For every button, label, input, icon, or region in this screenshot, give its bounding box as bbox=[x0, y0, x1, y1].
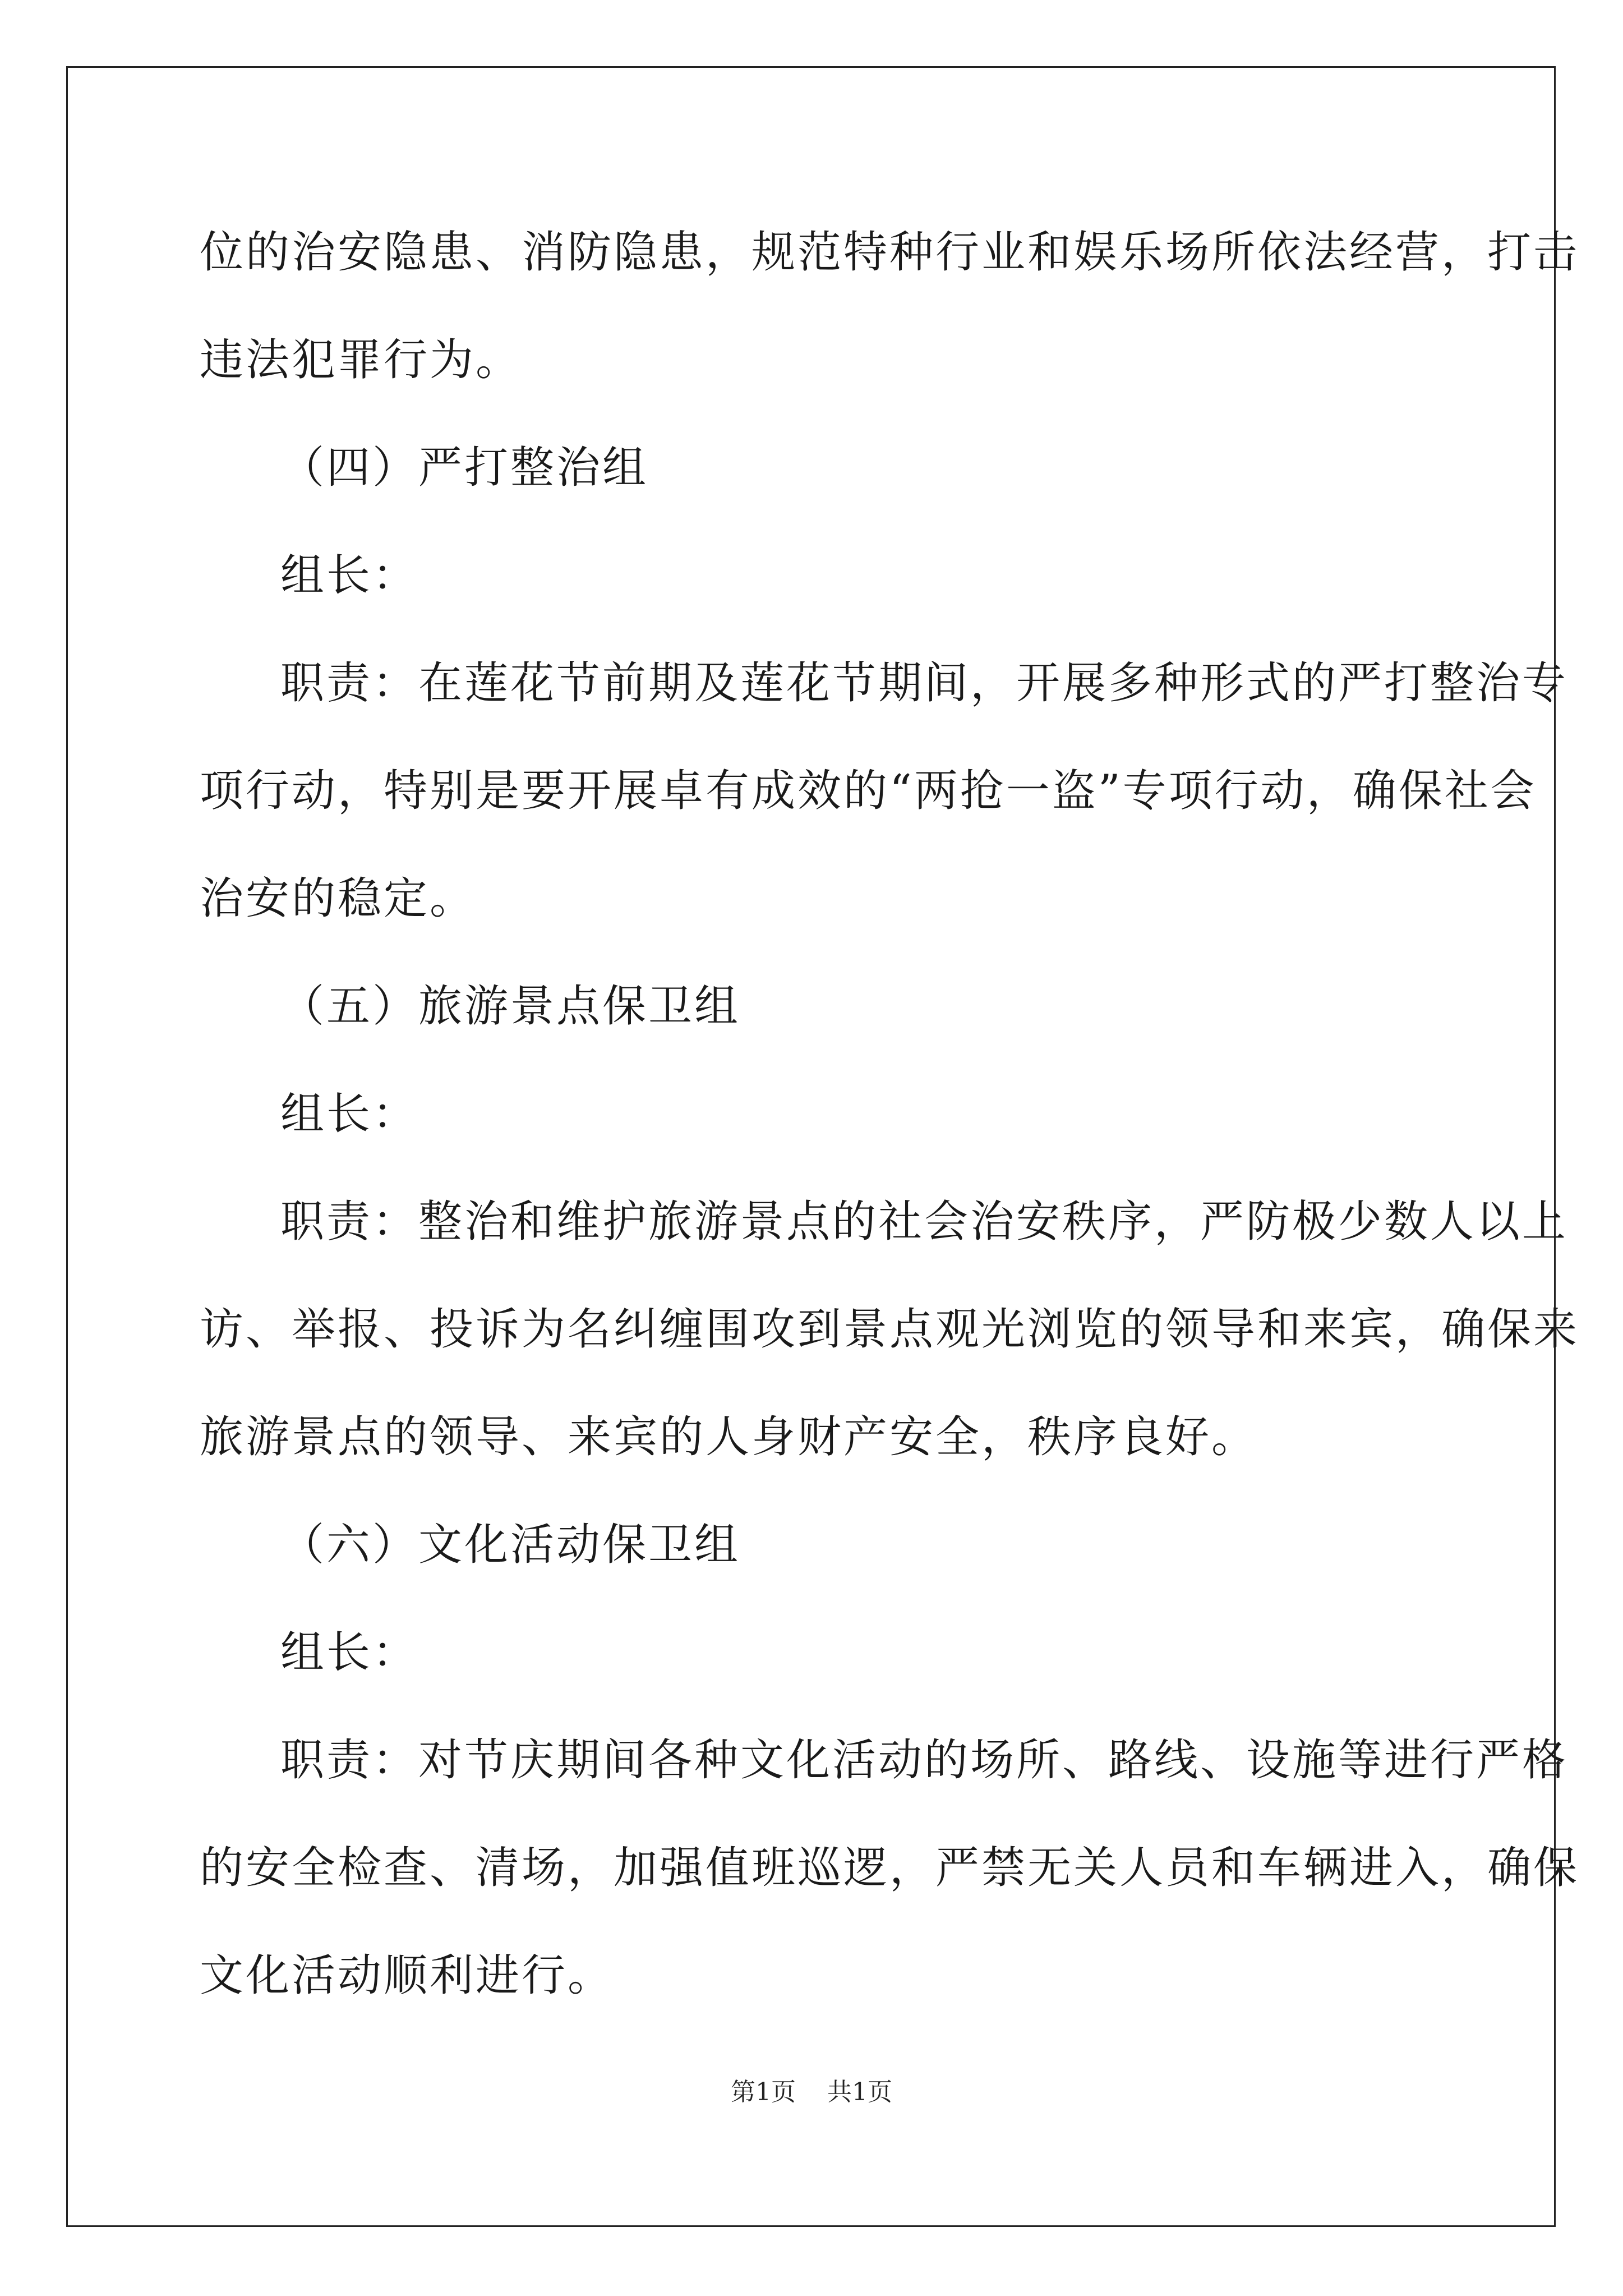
section-heading-6: （六）文化活动保卫组 bbox=[280, 1520, 741, 1570]
body-line-1: 位的治安隐患、消防隐患，规范特种行业和娱乐场所依法经营，打击 bbox=[200, 227, 1580, 278]
duty-line-4b: 项行动，特别是要开展卓有成效的“两抢一盗”专项行动，确保社会 bbox=[200, 766, 1537, 816]
page-number: 第1页 bbox=[731, 2078, 796, 2106]
leader-label-4: 组长： bbox=[280, 550, 419, 601]
duty-line-4c: 治安的稳定。 bbox=[200, 873, 476, 924]
section-heading-5: （五）旅游景点保卫组 bbox=[280, 981, 741, 1032]
duty-line-4a: 职责：在莲花节前期及莲花节期间，开展多种形式的严打整治专 bbox=[280, 658, 1569, 708]
duty-line-5b: 访、举报、投诉为名纠缠围攻到景点观光浏览的领导和来宾，确保来 bbox=[200, 1304, 1580, 1355]
page-footer bbox=[0, 2077, 1623, 2108]
body-line-2: 违法犯罪行为。 bbox=[200, 335, 522, 385]
duty-line-6a: 职责：对节庆期间各种文化活动的场所、路线、设施等进行严格 bbox=[280, 1735, 1569, 1786]
duty-line-6b: 的安全检查、清场，加强值班巡逻，严禁无关人员和车辆进入，确保 bbox=[200, 1843, 1580, 1893]
duty-line-5a: 职责：整治和维护旅游景点的社会治安秩序，严防极少数人以上 bbox=[280, 1197, 1569, 1247]
page-total: 共1页 bbox=[827, 2078, 892, 2106]
page-border bbox=[66, 66, 1556, 2227]
duty-line-6c: 文化活动顺利进行。 bbox=[200, 1950, 614, 2001]
leader-label-6: 组长： bbox=[280, 1627, 419, 1678]
section-heading-4: （四）严打整治组 bbox=[280, 443, 649, 493]
duty-line-5c: 旅游景点的领导、来宾的人身财产安全，秩序良好。 bbox=[200, 1412, 1258, 1462]
leader-label-5: 组长： bbox=[280, 1089, 419, 1139]
